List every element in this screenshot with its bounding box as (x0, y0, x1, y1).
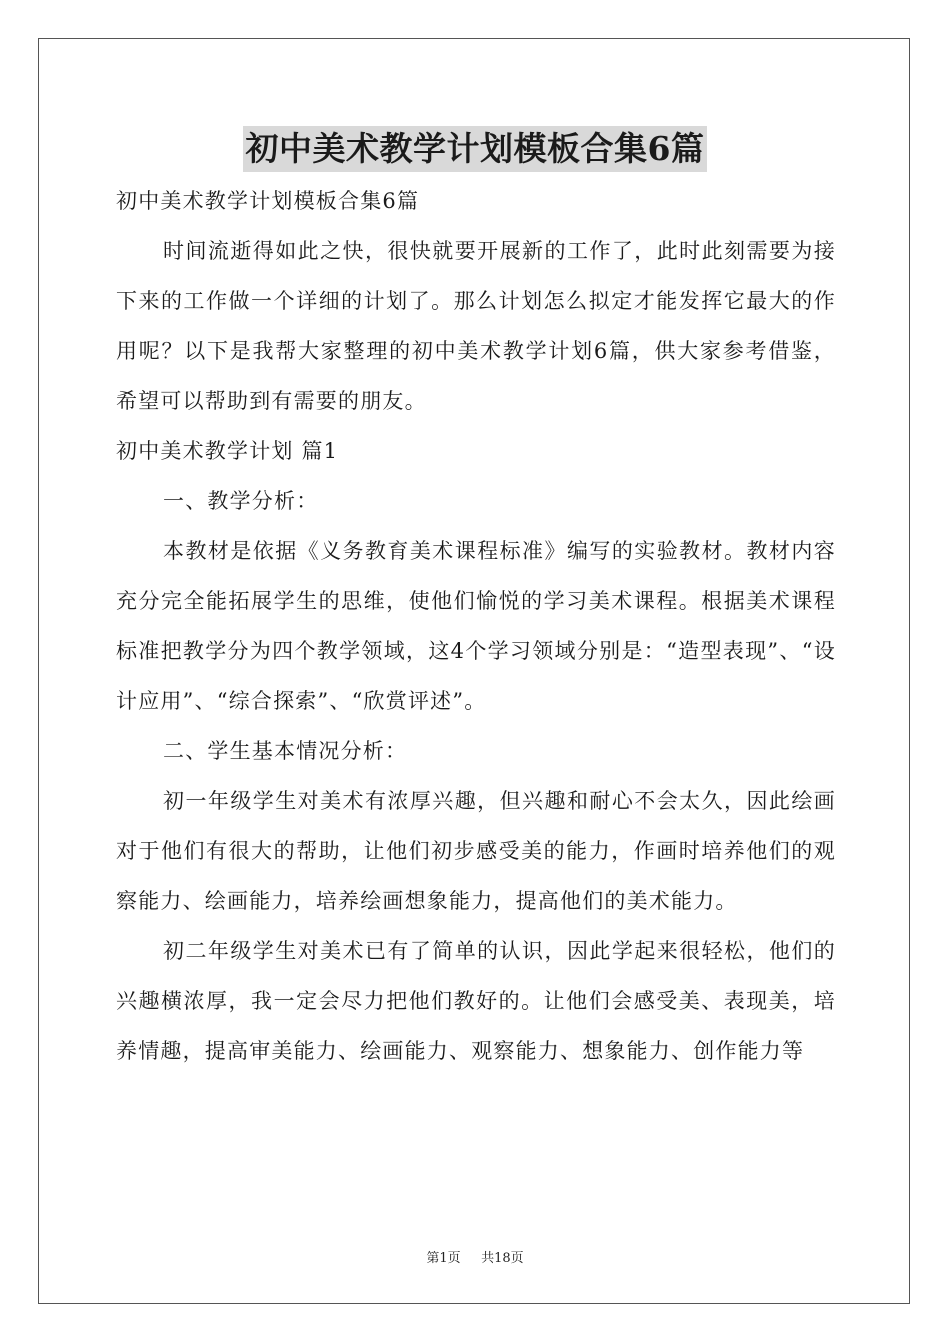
paragraph-grade-two: 初二年级学生对美术已有了简单的认识，因此学起来很轻松，他们的兴趣横浓厚，我一定会尽力把他们教好的。让他们会感受美、表现美，培养情趣，提高审美能力、绘画能力、观察能力、想象能力、创作能力等 (116, 939, 836, 1063)
page-total: 共18页 (481, 1251, 524, 1266)
paragraph-grade-one: 初一年级学生对美术有浓厚兴趣，但兴趣和耐心不会太久，因此绘画对于他们有很大的帮助，让他们初步感受美的能力，作画时培养他们的观察能力、绘画能力，培养绘画想象能力，提高他们的美术能力。 (116, 789, 836, 913)
section-heading: 初中美术教学计划 篇1 (116, 439, 339, 463)
subheading-student-analysis: 二、学生基本情况分析： (163, 739, 408, 763)
page-number: 第1页 (426, 1251, 461, 1266)
paragraph-intro: 时间流逝得如此之快，很快就要开展新的工作了，此时此刻需要为接下来的工作做一个详细的计划了。那么计划怎么拟定才能发挥它最大的作用呢？以下是我帮大家整理的初中美术教学计划6篇，供大家参考借鉴，希望可以帮助到有需要的朋友。 (116, 239, 836, 413)
document-title: 初中美术教学计划模板合集6篇 (243, 126, 708, 172)
page-footer (0, 1247, 950, 1266)
document-body (116, 176, 836, 1076)
paragraph-teaching-analysis: 本教材是依据《义务教育美术课程标准》编写的实验教材。教材内容充分完全能拓展学生的思维，使他们愉悦的学习美术课程。根据美术课程标准把教学分为四个教学领域，这4个学习领域分别是：“造型表现”、“设计应用”、“综合探索”、“欣赏评述”。 (116, 539, 836, 713)
document-title-wrap (0, 126, 950, 172)
subheading-teaching-analysis: 一、教学分析： (163, 489, 319, 513)
paragraph-subtitle: 初中美术教学计划模板合集6篇 (116, 189, 420, 213)
